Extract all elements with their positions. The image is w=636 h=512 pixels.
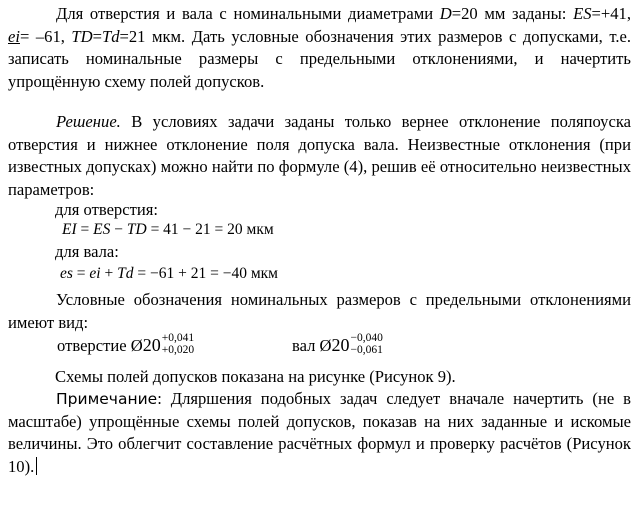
var-TD: TD [71,26,93,46]
var-Td: Td [102,26,120,46]
task-text-4: = –61, [19,26,72,46]
shaft-label: для вала: [55,242,119,261]
hole-designation-label: отверстие Ø [57,336,143,355]
formula-shaft-es: es [60,265,73,282]
formula-shaft-result: = −61 + 21 = −40 мкм [133,265,278,282]
task-text-5: =21 мкм. Дать условные обозначения этих размеров с допусками, т.е. записать номинальные размеры с предельными отклонениями, и начертить упрощённую схему полей допусков. [8,26,631,91]
shaft-lower-deviation: −0,061 [350,344,383,357]
hole-upper-deviation: +0,041 [161,332,195,345]
hole-nominal: 20 [142,335,161,355]
solution-paragraph [8,111,631,201]
solution-label: Решение. [56,112,121,131]
formula-shaft-plus: + [100,265,118,282]
formula-hole-EI: EI [62,221,77,238]
formula-hole [62,219,274,242]
formula-shaft [60,263,278,286]
formula-hole-eq: = [76,221,94,238]
note-text: : Дляршения подобных задач следует вначале начертить (не в масштабе) упрощённые схемы полей допусков, показав на них заданные и искомые величины. Это облегчит составление расчётных формул и проверку расчётов (Рисунок 10). [8,389,631,476]
designation-paragraph: Условные обозначения номинальных размеров с предельными отклонениями имеют вид: [8,290,631,332]
var-ES: ES [573,4,592,23]
hole-lower-deviation: +0,020 [161,344,195,357]
task-eq: = [92,26,102,46]
formula-hole-ES: ES [93,221,111,238]
task-text-1: Для отверстия и вала с номинальными диаметрами [56,4,440,23]
hole-label: для отверстия: [55,200,158,219]
task-text-2: =20 мм заданы: [451,4,574,23]
hole-designation [57,334,194,359]
formula-shaft-eq: = [72,265,90,282]
solution-text: В условиях задачи заданы только вернее отклонение поляпоуска отверстия и нижнее отклонение поля допуска вала. Неизвестные отклонения (при известных допусках) можно найти по формуле (4), решив её относительно неизвестных параметров: [8,112,631,199]
task-text-3: =+41, [591,4,631,23]
text-cursor [36,457,37,475]
task-paragraph [8,3,631,93]
note-paragraph [8,388,631,478]
shaft-nominal: 20 [331,335,350,355]
shaft-designation-label: вал Ø [292,336,332,355]
var-ei: ei [8,26,20,46]
formula-shaft-Td: Td [117,265,134,282]
shaft-designation [292,334,383,359]
scheme-text: Схемы полей допусков показана на рисунке (Рисунок 9). [55,367,456,386]
formula-shaft-ei: ei [89,265,101,282]
shaft-upper-deviation: −0,040 [350,332,383,345]
note-label: Примечание [56,390,158,408]
var-D: D [439,4,452,23]
formula-hole-TD: TD [126,221,147,238]
formula-hole-result: = 41 − 21 = 20 мкм [146,221,274,238]
formula-hole-minus: − [110,221,127,238]
